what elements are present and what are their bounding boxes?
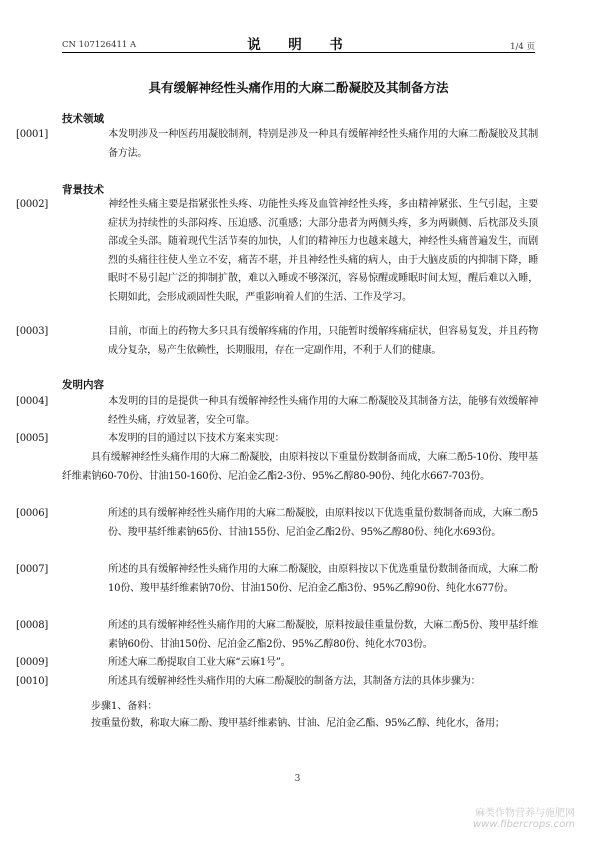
paragraph-text: 所述的具有缓解神经性头痛作用的大麻二酚凝胶，原料按最佳重量份数，大麻二酚5份、羧甲基纤维素钠60份、甘油150份、尼泊金乙酯2份、95%乙醇80份、纯化水703份。	[108, 620, 538, 650]
paragraph-number: [0006]	[16, 508, 49, 519]
page-ratio: 1/4 页	[510, 42, 535, 52]
paragraph-number: [0002]	[16, 199, 49, 210]
paragraph-number: [0003]	[16, 326, 49, 337]
paragraph-0009	[16, 654, 538, 673]
paragraph-0008	[16, 617, 538, 654]
paragraph-text: 神经性头痛主要是指紧张性头疼、功能性头疼及血管神经性头疼，多由精神紧张、生气引起，主要症状为持续性的头部闷疼、压迫感、沉重感；大部分患者为两侧头疼，多为两颞侧、后枕部及头顶部或全头部。随着现代生活节奏的加快，人们的精神压力也越来越大，神经性头痛普遍发生，而剧烈的头痛往往使人坐立不安，痛苦不堪，并且神经性头痛的病人，由于大脑皮质的内抑制下降，睡眠时不易引起广泛的抑制扩散，难以入睡或不够深沉，容易惊醒或睡眠时间太短，醒后难以入睡，长期如此，会形成顽固性失眠，严重影响着人们的生活、工作及学习。	[108, 199, 538, 303]
doc-type: 说 明 书	[247, 37, 350, 53]
section-heading-background: 背景技术	[62, 184, 104, 196]
section-heading-content: 发明内容	[62, 379, 104, 391]
watermark	[473, 804, 575, 830]
paragraph-number: [0007]	[16, 564, 49, 575]
paragraph-0005-body: 具有缓解神经性头痛作用的大麻二酚凝胶，由原料按以下重量份数制备而成，大麻二酚5-10份、羧甲基纤维素钠60-70份、甘油150-160份、尼泊金乙酯2-3份、95%乙醇80-90份、纯化水667-703份。	[62, 452, 538, 482]
page-number: 3	[294, 774, 301, 784]
paragraph-number: [0008]	[16, 620, 49, 631]
paragraph-text: 所述的具有缓解神经性头痛作用的大麻二酚凝胶，由原料按以下优选重量份数制备而成，大麻二酚10份、羧甲基纤维素钠70份、甘油150份、尼泊金乙酯3份、95%乙醇90份、纯化水677份。	[108, 564, 538, 594]
doc-number: CN 107126411 A	[62, 40, 137, 50]
paragraph-text: 所述的具有缓解神经性头痛作用的大麻二酚凝胶，由原料按以下优选重量份数制备而成，大麻二酚5份、羧甲基纤维素钠65份、甘油155份、尼泊金乙酯2份、95%乙醇80份、纯化水693份。	[108, 508, 538, 538]
step-1-label: 步骤1、备料：	[91, 701, 158, 712]
paragraph-0003	[16, 323, 538, 360]
paragraph-text: 所述具有缓解神经性头痛作用的大麻二酚凝胶的制备方法，其制备方法的具体步骤为：	[108, 676, 481, 687]
paragraph-0004	[16, 393, 538, 430]
paragraph-text: 本发明涉及一种医药用凝胶制剂，特别是涉及一种具有缓解神经性头痛作用的大麻二酚凝胶及其制备方法。	[108, 129, 538, 159]
section-heading-field: 技术领域	[62, 113, 104, 125]
paragraph-number: [0005]	[16, 433, 49, 444]
step-1-body: 按重量份数，称取大麻二酚、羧甲基纤维素钠、甘油、尼泊金乙酯、95%乙醇、纯化水，备用；	[91, 718, 505, 729]
page-header	[62, 30, 535, 53]
paragraph-0007	[16, 561, 538, 598]
paragraph-0001	[16, 126, 538, 163]
paragraph-text: 所述大麻二酚提取自工业大麻“云麻1号”。	[108, 657, 291, 668]
watermark-site-name: 麻类作物营养与施肥网	[475, 808, 575, 819]
paragraph-0006	[16, 505, 538, 542]
paragraph-0010	[16, 673, 538, 692]
paragraph-number: [0009]	[16, 657, 49, 668]
paragraph-number: [0001]	[16, 129, 49, 140]
document-title: 具有缓解神经性头痛作用的大麻二酚凝胶及其制备方法	[148, 80, 449, 95]
paragraph-number: [0004]	[16, 396, 49, 407]
paragraph-0005	[16, 430, 538, 449]
watermark-url: www.fibercrops.com	[473, 819, 575, 830]
paragraph-0002	[16, 196, 538, 307]
paragraph-text: 本发明的目的通过以下技术方案来实现：	[108, 433, 285, 444]
paragraph-text: 目前，市面上的药物大多只具有缓解疼痛的作用，只能暂时缓解疼痛症状，但容易复发，并且药物成分复杂，易产生依赖性，长期服用，存在一定副作用，不利于人们的健康。	[108, 326, 538, 356]
paragraph-number: [0010]	[16, 676, 49, 687]
paragraph-text: 本发明的目的是提供一种具有缓解神经性头痛作用的大麻二酚凝胶及其制备方法，能够有效缓解神经性头痛，疗效显著，安全可靠。	[108, 396, 538, 426]
